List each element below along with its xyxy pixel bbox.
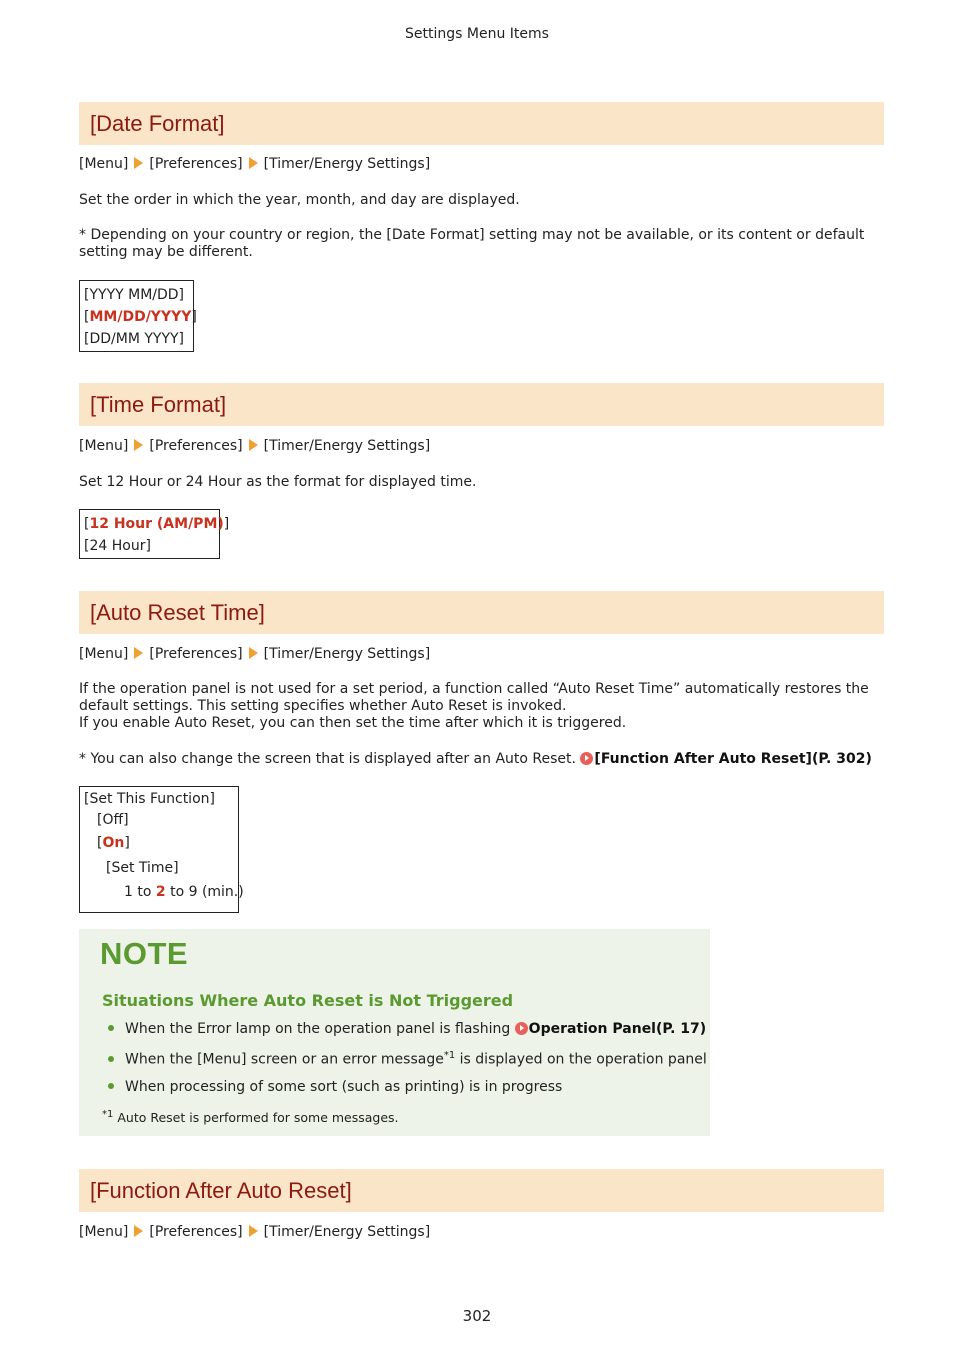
date-format-description: Set the order in which the year, month, and day are displayed. — [79, 192, 520, 208]
option-yyyy-mm-dd: [YYYY MM/DD] — [84, 287, 185, 303]
option-24-hour: [24 Hour] — [84, 538, 151, 554]
time-format-options — [79, 509, 230, 559]
path-timer: [Timer/Energy Settings] — [263, 156, 431, 172]
note-item: When processing of some sort (such as printing) is in progress — [108, 1079, 562, 1095]
date-format-options — [79, 280, 197, 352]
option-time-range: 1 to 2 to 9 (min.) — [124, 884, 244, 900]
date-format-note: * Depending on your country or region, the [Date Format] setting may not be available, or its content or default setting may be different. — [79, 227, 865, 260]
arrow-right-icon — [249, 157, 258, 169]
option-mm-dd-yyyy: [MM/DD/YYYY] — [84, 309, 197, 325]
menu-path-time-format: [Menu] [Preferences] [Timer/Energy Settings] — [79, 438, 431, 454]
time-format-description: Set 12 Hour or 24 Hour as the format for displayed time. — [79, 474, 477, 490]
section-title-time-format: [Time Format] — [79, 383, 884, 426]
arrow-right-icon — [134, 439, 143, 451]
section-title-date-format: [Date Format] — [79, 102, 884, 145]
arrow-right-icon — [249, 647, 258, 659]
option-set-this-function: [Set This Function] — [84, 791, 215, 807]
running-header: Settings Menu Items — [405, 26, 549, 42]
bullet-icon — [108, 1083, 114, 1089]
section-title-auto-reset-time: [Auto Reset Time] — [79, 591, 884, 634]
bullet-icon — [108, 1025, 114, 1031]
operation-panel-link[interactable]: Operation Panel(P. 17) — [528, 1021, 707, 1037]
option-set-time: [Set Time] — [106, 860, 179, 876]
arrow-right-icon — [134, 1225, 143, 1237]
bullet-icon — [108, 1056, 114, 1062]
arrow-right-icon — [134, 157, 143, 169]
page-number: 302 — [462, 1307, 492, 1325]
option-on: [On] — [97, 835, 130, 851]
arrow-right-icon — [249, 1225, 258, 1237]
note-item: When the [Menu] screen or an error message$^{*1}$ is displayed on the operation panel — [108, 1050, 707, 1068]
option-dd-mm-yyyy: [DD/MM YYYY] — [84, 331, 185, 347]
menu-path-auto-reset-time: [Menu] [Preferences] [Timer/Energy Settings] — [79, 646, 431, 662]
note-heading: NOTE — [100, 936, 189, 971]
menu-path-date-format — [79, 156, 430, 172]
path-menu: [Menu] — [79, 156, 129, 172]
menu-path-function-after-auto-reset: [Menu] [Preferences] [Timer/Energy Settings] — [79, 1224, 431, 1240]
arrow-right-icon — [134, 647, 143, 659]
auto-reset-options — [79, 786, 244, 913]
note-item: When the Error lamp on the operation panel is flashing Operation Panel(P. 17) — [108, 1021, 706, 1037]
link-arrow-icon — [515, 1022, 528, 1035]
note-subheading: Situations Where Auto Reset is Not Triggered — [102, 991, 514, 1010]
auto-reset-note: * You can also change the screen that is displayed after an Auto Reset. [Function After Auto Reset](P. 302) — [79, 751, 872, 767]
section-title-function-after-auto-reset: [Function After Auto Reset] — [79, 1169, 884, 1212]
function-after-auto-reset-link[interactable]: [Function After Auto Reset](P. 302) — [594, 751, 872, 767]
option-off: [Off] — [97, 812, 129, 828]
arrow-right-icon — [249, 439, 258, 451]
auto-reset-description: If the operation panel is not used for a set period, a function called “Auto Reset Time” automatically restores the default settings. This setting specifies whether Auto Reset is invoked. If you enable Auto Reset, you can then set the time after which it is triggered. — [79, 681, 869, 731]
note-footnote: $^{*1}$ Auto Reset is performed for some messages. — [102, 1109, 399, 1126]
path-preferences: [Preferences] — [149, 156, 243, 172]
option-12-hour: [12 Hour (AM/PM)] — [84, 516, 230, 532]
link-arrow-icon — [580, 752, 593, 765]
